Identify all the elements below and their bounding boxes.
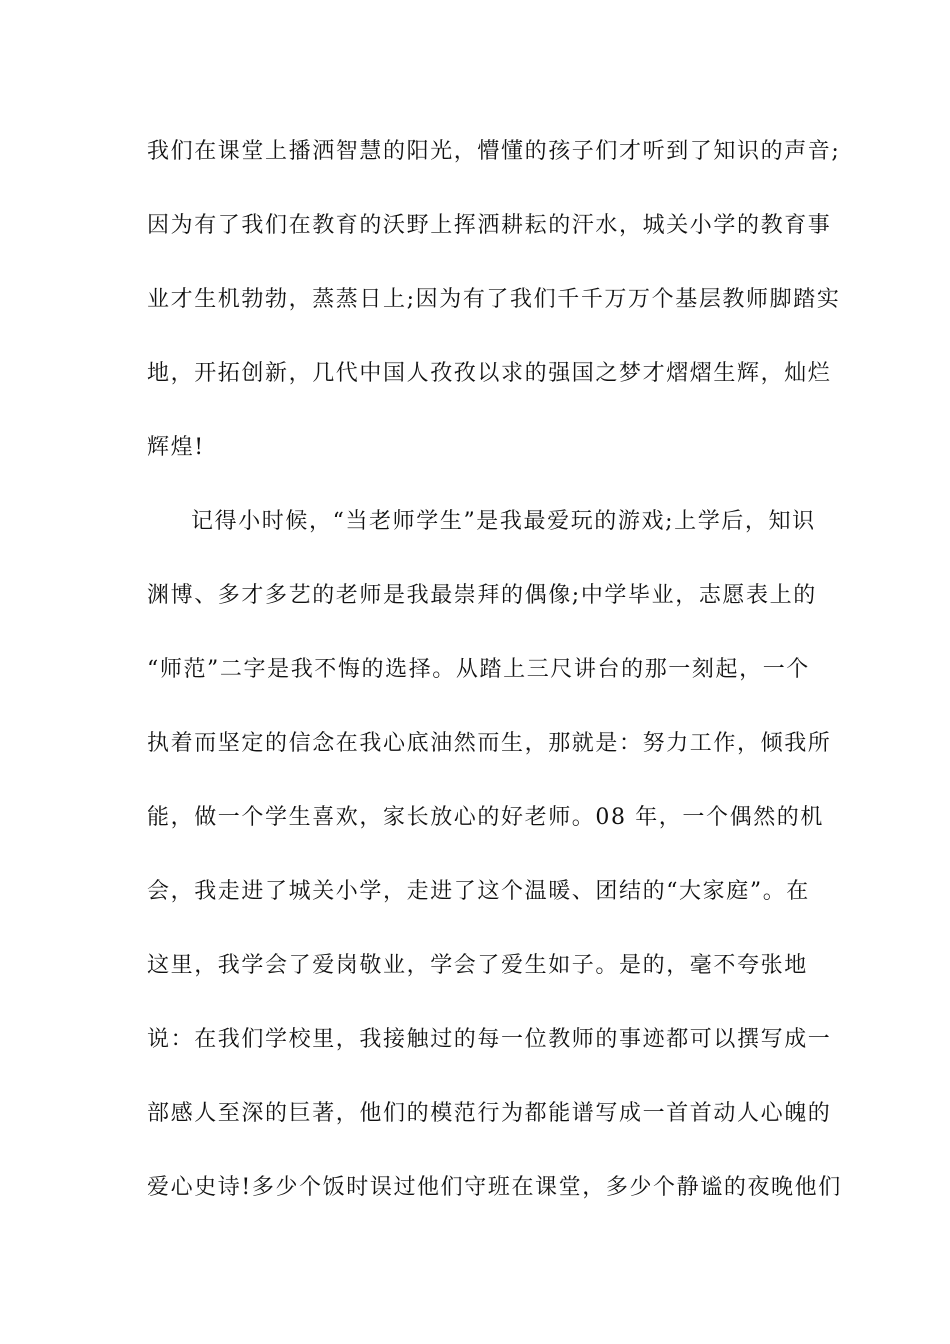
paragraph-2-line-1: 记得小时候，“当老师学生”是我最爱玩的游戏;上学后，知识 [191,509,816,534]
paragraph-2-line-8: 说：在我们学校里，我接触过的每一位教师的事迹都可以撰写成一 [147,1027,832,1052]
paragraph-2-line-9: 部感人至深的巨著，他们的模范行为都能谱写成一首首动人心魄的 [147,1101,832,1126]
paragraph-2-line-7: 这里，我学会了爱岗敬业，学会了爱生如子。是的，毫不夸张地 [147,953,808,978]
paragraph-2-line-3: “师范”二字是我不悔的选择。从踏上三尺讲台的那一刻起，一个 [147,657,810,682]
paragraph-1-line-1: 我们在课堂上播洒智慧的阳光，懵懂的孩子们才听到了知识的声音; [147,139,841,164]
paragraph-1-line-2: 因为有了我们在教育的沃野上挥洒耕耘的汗水，城关小学的教育事 [147,213,832,238]
paragraph-1-line-4: 地，开拓创新，几代中国人孜孜以求的强国之梦才熠熠生辉，灿烂 [147,361,832,386]
paragraph-2-line-10: 爱心史诗!多少个饭时误过他们守班在课堂，多少个静谧的夜晚他们 [147,1175,842,1200]
paragraph-2-line-4: 执着而坚定的信念在我心底油然而生，那就是：努力工作，倾我所 [147,731,832,756]
paragraph-1-line-3: 业才生机勃勃，蒸蒸日上;因为有了我们千千万万个基层教师脚踏实 [147,287,841,312]
paragraph-2-line-2: 渊博、多才多艺的老师是我最崇拜的偶像;中学毕业，志愿表上的 [147,583,817,608]
paragraph-2-line-6: 会，我走进了城关小学，走进了这个温暖、团结的“大家庭”。在 [147,879,810,904]
paragraph-1-line-5: 辉煌! [147,435,205,460]
paragraph-2-line-5: 能，做一个学生喜欢，家长放心的好老师。08 年，一个偶然的机 [147,805,824,830]
